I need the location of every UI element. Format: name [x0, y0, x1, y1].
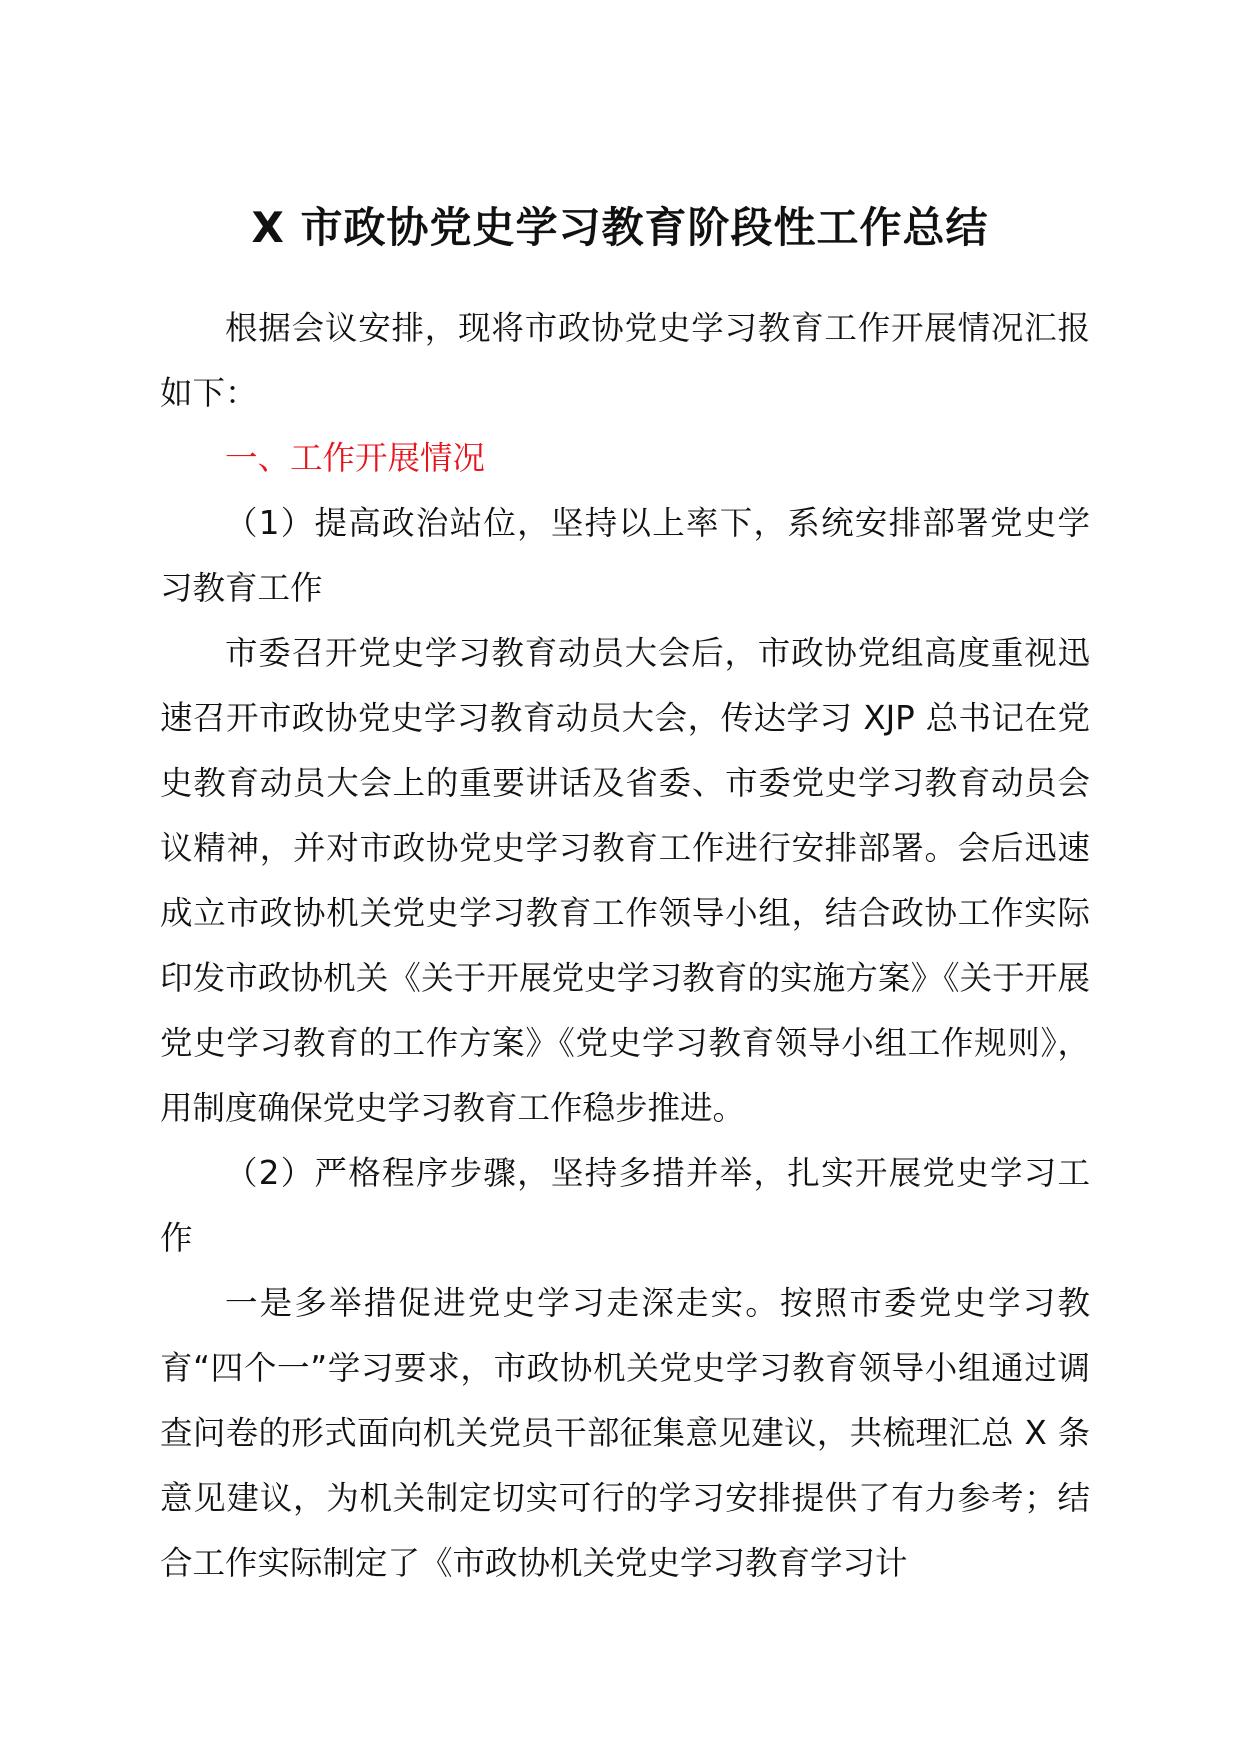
- document-body: [160, 296, 1090, 1596]
- body-paragraph-2: 一是多举措促进党史学习走深走实。按照市委党史学习教育“四个一”学习要求，市政协机关党史学习教育领导小组通过调查问卷的形式面向机关党员干部征集意见建议，共梳理汇总 X 条意见建议，为机关制定切实可行的学习安排提供了有力参考；结合工作实际制定了《市政协机关党史学习教育学习计: [160, 1284, 1090, 1582]
- intro-paragraph: 根据会议安排，现将市政协党史学习教育工作开展情况汇报如下：: [160, 309, 1090, 412]
- subheading-2: （2）严格程序步骤，坚持多措并举，扎实开展党史学习工作: [160, 1154, 1090, 1257]
- section-heading-work-status: 一、工作开展情况: [225, 439, 486, 477]
- body-paragraph-1: 市委召开党史学习教育动员大会后，市政协党组高度重视迅速召开市政协党史学习教育动员大会，传达学习 XJP 总书记在党史教育动员大会上的重要讲话及省委、市委党史学习教育动员会议精神，并对市政协党史学习教育工作进行安排部署。会后迅速成立市政协机关党史学习教育工作领导小组，结合政协工作实际印发市政协机关《关于开展党史学习教育的实施方案》《关于开展党史学习教育的工作方案》《党史学习教育领导小组工作规则》，用制度确保党史学习教育工作稳步推进。: [160, 634, 1090, 1127]
- subheading-1: （1）提高政治站位，坚持以上率下，系统安排部署党史学习教育工作: [160, 504, 1090, 607]
- document-title: X 市政协党史学习教育阶段性工作总结: [251, 203, 989, 252]
